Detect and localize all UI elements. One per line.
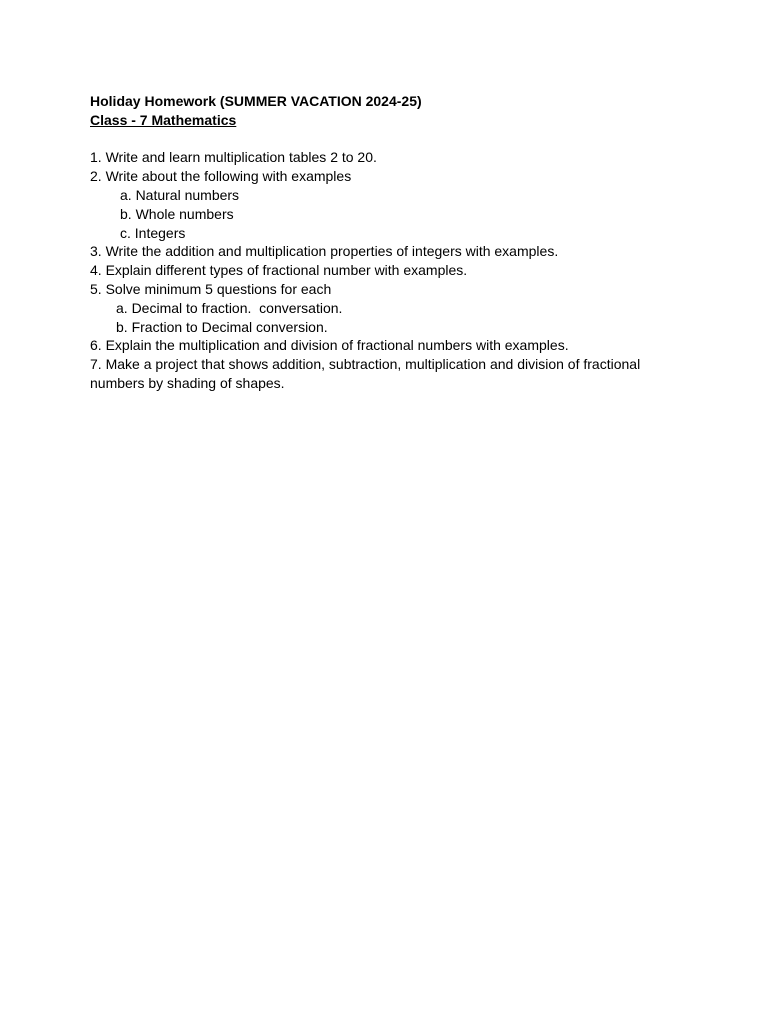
spacer xyxy=(90,130,690,149)
list-item-3: 3. Write the addition and multiplication properties of integers with examples. xyxy=(90,243,559,260)
document-title: Holiday Homework (SUMMER VACATION 2024-25) xyxy=(90,93,422,109)
list-subitem-2b: b. Whole numbers xyxy=(120,205,234,222)
list-subitem-5b: b. Fraction to Decimal conversion. xyxy=(116,318,328,335)
list-item-6: 6. Explain the multiplication and division of fractional numbers with examples. xyxy=(90,337,569,354)
document-subtitle: Class - 7 Mathematics xyxy=(90,111,237,128)
document-page xyxy=(90,92,690,393)
list-item-7: 7. Make a project that shows addition, subtraction, multiplication and division of fractional numbers by shading of shapes. xyxy=(90,356,645,391)
list-subitem-5a: a. Decimal to fraction. conversation. xyxy=(116,299,343,316)
list-item-4: 4. Explain different types of fractional number with examples. xyxy=(90,262,468,279)
list-item-2: 2. Write about the following with examples xyxy=(90,168,352,185)
list-subitem-2c: c. Integers xyxy=(120,224,186,241)
list-item-1: 1. Write and learn multiplication tables 2 to 20. xyxy=(90,149,377,166)
list-subitem-2a: a. Natural numbers xyxy=(120,186,240,203)
list-item-5: 5. Solve minimum 5 questions for each xyxy=(90,280,332,297)
